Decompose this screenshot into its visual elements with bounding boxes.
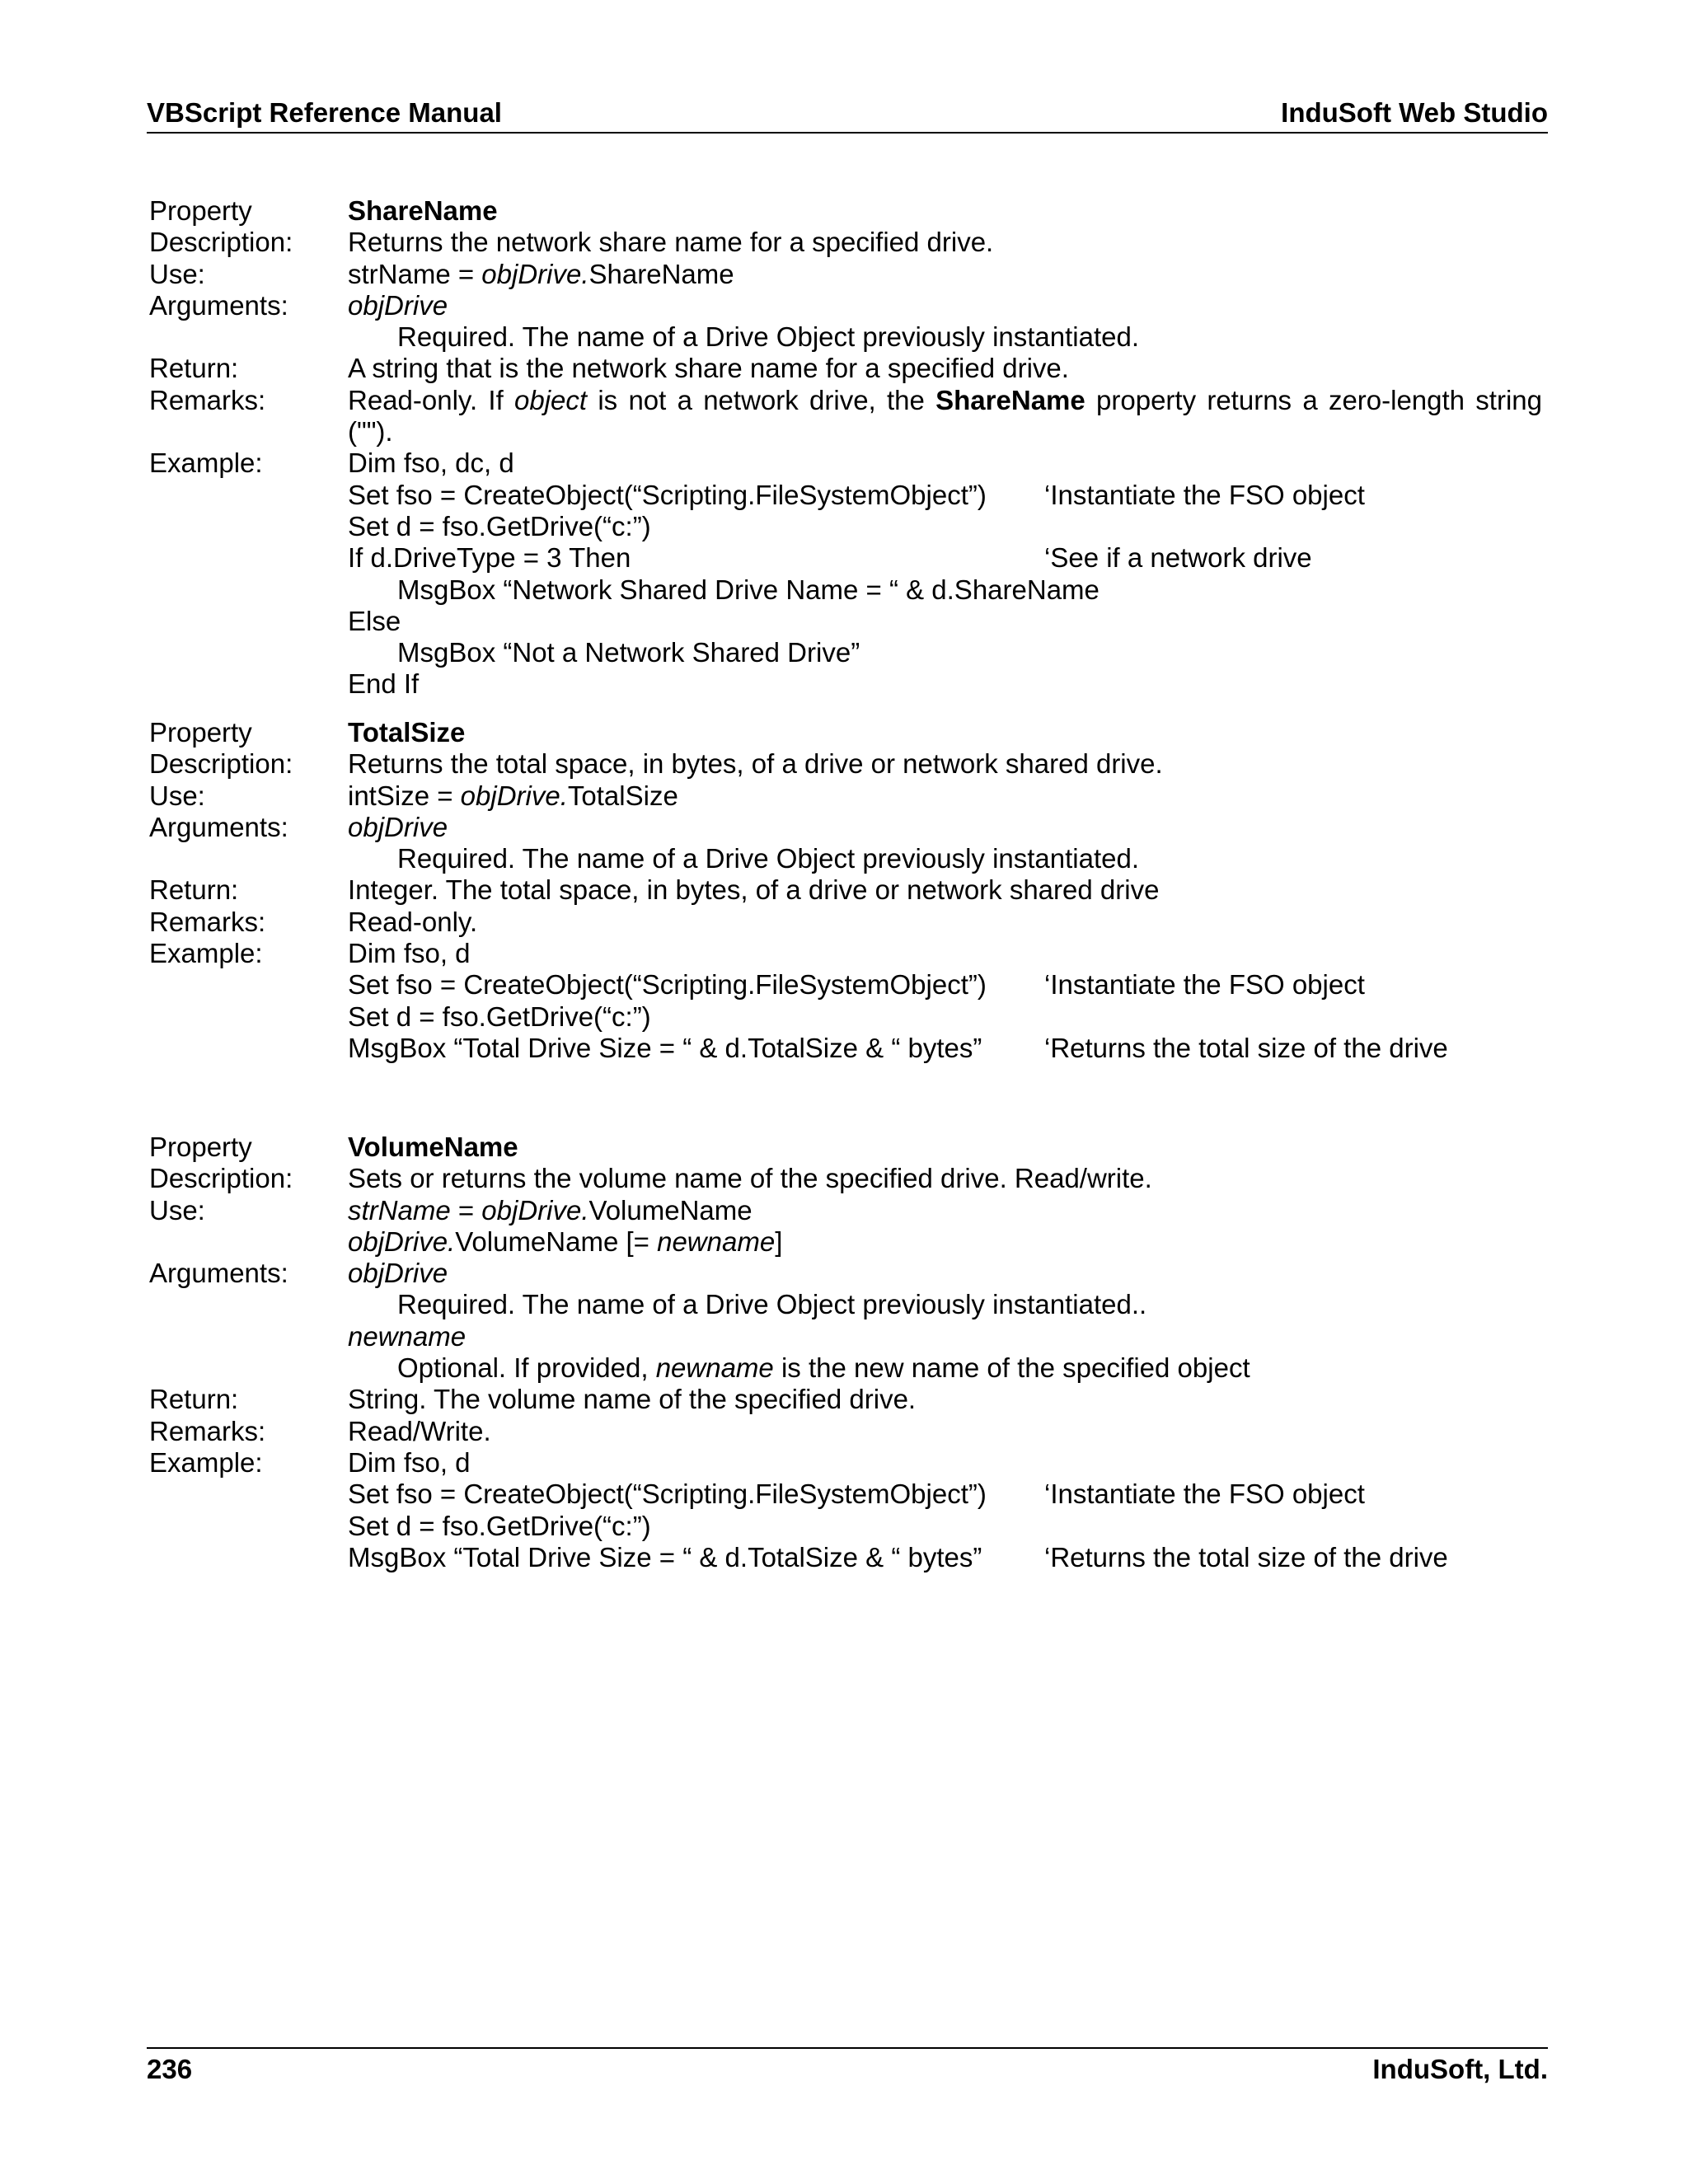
code-line: Set d = fso.GetDrive(“c:”) [348, 510, 651, 541]
argument-description: Required. The name of a Drive Object previously instantiated.. [397, 1289, 1147, 1320]
use-label: Use: [149, 1194, 205, 1226]
page-header [147, 97, 1548, 134]
description-text: Returns the network share name for a specified drive. [348, 227, 994, 258]
code-line: Dim fso, d [348, 938, 471, 969]
code-comment: ‘Instantiate the FSO object [1044, 479, 1365, 510]
return-row [149, 874, 1542, 906]
code-comment: ‘Returns the total size of the drive [1044, 1541, 1448, 1572]
arguments-row [149, 290, 1542, 354]
example-code [348, 938, 1542, 1064]
code-comment: ‘See if a network drive [1044, 542, 1312, 574]
arguments-row [149, 1258, 1542, 1384]
return-label: Return: [149, 874, 239, 906]
code-line: End If [348, 668, 420, 700]
code-line: MsgBox “Not a Network Shared Drive” [397, 637, 860, 668]
remarks-label: Remarks: [149, 1415, 266, 1446]
argument-name: objDrive [348, 1258, 448, 1289]
code-line: MsgBox “Total Drive Size = “ & d.TotalSize & “ bytes” ‘Returns the total size of the drive [348, 1542, 1542, 1573]
code-line: Set d = fso.GetDrive(“c:”) [348, 1510, 651, 1541]
use-row [149, 259, 1542, 290]
property-row [149, 1132, 1542, 1163]
code-line: Dim fso, dc, d [348, 448, 514, 479]
property-name: ShareName [348, 195, 498, 226]
example-row [149, 1447, 1542, 1573]
code-line: Set fso = CreateObject(“Scripting.FileSystemObject”) ‘Instantiate the FSO object [348, 969, 1542, 1001]
property-label: Property [149, 195, 252, 226]
argument-description: Required. The name of a Drive Object previously instantiated. [397, 321, 1140, 353]
description-row [149, 227, 1542, 258]
example-code [348, 448, 1542, 700]
code-line: MsgBox “Network Shared Drive Name = “ & d.ShareName [397, 574, 1100, 605]
return-text: A string that is the network share name for a specified drive. [348, 353, 1069, 384]
code-comment: ‘Returns the total size of the drive [1044, 1032, 1448, 1063]
argument-description: Optional. If provided, newname is the new name of the specified object [397, 1352, 1250, 1384]
code-line: MsgBox “Total Drive Size = “ & d.TotalSize & “ bytes” ‘Returns the total size of the drive [348, 1033, 1542, 1064]
remarks-row [149, 907, 1542, 938]
use-row [149, 1195, 1542, 1258]
description-row [149, 748, 1542, 780]
arguments-label: Arguments: [149, 289, 288, 321]
code-line: Set fso = CreateObject(“Scripting.FileSystemObject”) ‘Instantiate the FSO object [348, 1479, 1542, 1510]
example-row [149, 938, 1542, 1064]
property-label: Property [149, 1132, 252, 1162]
description-label: Description: [149, 1163, 293, 1194]
argument-description: Required. The name of a Drive Object previously instantiated. [397, 843, 1140, 874]
example-label: Example: [149, 1446, 263, 1478]
remarks-row [149, 385, 1542, 448]
return-text: Integer. The total space, in bytes, of a drive or network shared drive [348, 874, 1160, 906]
description-text: Returns the total space, in bytes, of a drive or network shared drive. [348, 748, 1163, 780]
section-sharename [149, 195, 1542, 701]
return-row [149, 1384, 1542, 1415]
property-name: VolumeName [348, 1132, 518, 1162]
code-line: Set d = fso.GetDrive(“c:”) [348, 1001, 651, 1032]
remarks-text: Read/Write. [348, 1415, 491, 1446]
use-label: Use: [149, 780, 205, 811]
section-volumename [149, 1132, 1542, 1573]
arguments-label: Arguments: [149, 811, 288, 842]
section-totalsize [149, 717, 1542, 1064]
code-comment: ‘Instantiate the FSO object [1044, 1479, 1365, 1510]
remarks-row [149, 1416, 1542, 1447]
page-number: 236 [147, 2054, 193, 2084]
remarks-text: Read-only. If object is not a network drive, the ShareName property returns a zero-length string (""). [348, 384, 1542, 448]
property-label: Property [149, 717, 252, 748]
use-syntax: intSize = objDrive.TotalSize [348, 780, 678, 811]
example-row [149, 448, 1542, 700]
argument-name: newname [348, 1320, 467, 1352]
return-label: Return: [149, 1384, 239, 1415]
return-text: String. The volume name of the specified drive. [348, 1384, 917, 1415]
use-label: Use: [149, 258, 205, 289]
use-syntax: strName = objDrive.ShareName [348, 258, 734, 289]
remarks-label: Remarks: [149, 906, 266, 937]
code-line: Else [348, 605, 401, 636]
description-row [149, 1163, 1542, 1194]
code-comment: ‘Instantiate the FSO object [1044, 969, 1365, 1001]
description-label: Description: [149, 227, 293, 258]
argument-name: objDrive [348, 289, 448, 321]
description-label: Description: [149, 748, 293, 780]
example-code [348, 1447, 1542, 1573]
code-line: Set fso = CreateObject(“Scripting.FileSystemObject”) ‘Instantiate the FSO object [348, 480, 1542, 511]
use-syntax: strName = objDrive.VolumeName objDrive.VolumeName [= newname] [348, 1194, 783, 1257]
product-name: InduSoft Web Studio [1281, 97, 1548, 128]
return-row [149, 353, 1542, 384]
description-text: Sets or returns the volume name of the specified drive. Read/write. [348, 1163, 1152, 1194]
example-label: Example: [149, 448, 263, 479]
code-line: If d.DriveType = 3 Then ‘See if a network drive [348, 542, 1542, 574]
example-label: Example: [149, 938, 263, 969]
return-label: Return: [149, 353, 239, 384]
property-name: TotalSize [348, 717, 466, 748]
property-row [149, 717, 1542, 748]
code-line: Dim fso, d [348, 1446, 471, 1478]
company-name: InduSoft, Ltd. [1372, 2054, 1548, 2084]
manual-title: VBScript Reference Manual [147, 97, 502, 128]
arguments-row [149, 812, 1542, 875]
use-row [149, 780, 1542, 812]
remarks-label: Remarks: [149, 384, 266, 415]
arguments-label: Arguments: [149, 1258, 288, 1289]
page-footer [147, 2047, 1548, 2085]
argument-name: objDrive [348, 811, 448, 842]
property-row [149, 195, 1542, 227]
remarks-text: Read-only. [348, 906, 478, 937]
